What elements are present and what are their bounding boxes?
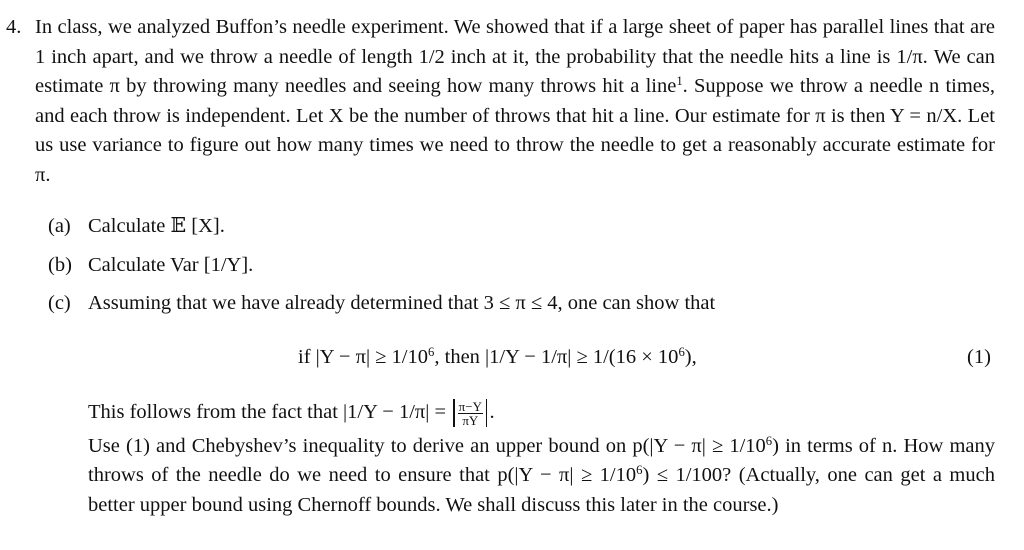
fraction [458,400,483,427]
equation-1-part-2: , then |1/Y − 1/π| ≥ 1/(16 × 10 [434,346,679,368]
part-b [48,251,253,280]
equation-number: (1) [967,346,991,368]
para-text-2: ) in terms of n. How many throws of the needle do we need to ensure that p(|Y − π| ≥ 1/10 [88,435,995,487]
part-b-label: (b) [48,254,72,276]
part-c [48,289,715,318]
footnote-marker: 1 [676,74,683,89]
part-c-paragraph [88,432,995,520]
equation-1-exponent: 6 [428,345,435,360]
para-text-3: ) ≤ 1/100? (Actually, one can get a much better upper bound using Chernoff bounds. We shall discuss this later in the course.) [88,464,995,516]
part-a-text: Calculate 𝔼 [X]. [88,215,225,237]
fact-line [88,398,495,427]
equation-1-exponent-2: 6 [678,345,685,360]
problem-number: 4. [6,16,22,38]
equation-1-part: if |Y − π| ≥ 1/10 [298,346,429,368]
fraction-denominator: πY [462,412,479,428]
fact-suffix: . [489,401,495,423]
part-b-text: Calculate Var [1/Y]. [88,254,254,276]
para-exponent-1: 6 [765,434,773,449]
para-text-1: Use (1) and Chebyshev’s inequality to derive an upper bound on p(|Y − π| ≥ 1/10 [88,435,766,457]
para-exponent-2: 6 [636,463,643,478]
problem-statement [35,13,995,191]
equation-1 [298,343,697,372]
part-c-label: (c) [48,292,71,314]
abs-bar-left [453,399,455,427]
part-a [48,212,225,241]
equation-1-part-3: ), [684,346,697,368]
fraction-numerator: π−Y [458,398,482,414]
fact-text: This follows from the fact that |1/Y − 1/π| = [88,401,452,423]
part-a-label: (a) [48,215,71,237]
part-c-text: Assuming that we have already determined that 3 ≤ π ≤ 4, one can show that [88,292,716,314]
problem-statement-text-cont: . Suppose we throw a needle n times, and each throw is independent. Let X be the number of throws that hit a line. Our estimate for π is then Y = n/X. Let us use variance to figure out how many times we need to throw the needle to get a reasonably accurate estimate for π. [35,75,996,186]
problem-statement-text: In class, we analyzed Buffon’s needle experiment. We showed that if a large sheet of paper has parallel lines that are 1 inch apart, and we throw a needle of length 1/2 inch at it, the probability that the needle hits a line is 1/π. We can estimate π by throwing many needles and seeing how many throws hit a line [35,16,995,98]
abs-bar-right [486,399,488,427]
